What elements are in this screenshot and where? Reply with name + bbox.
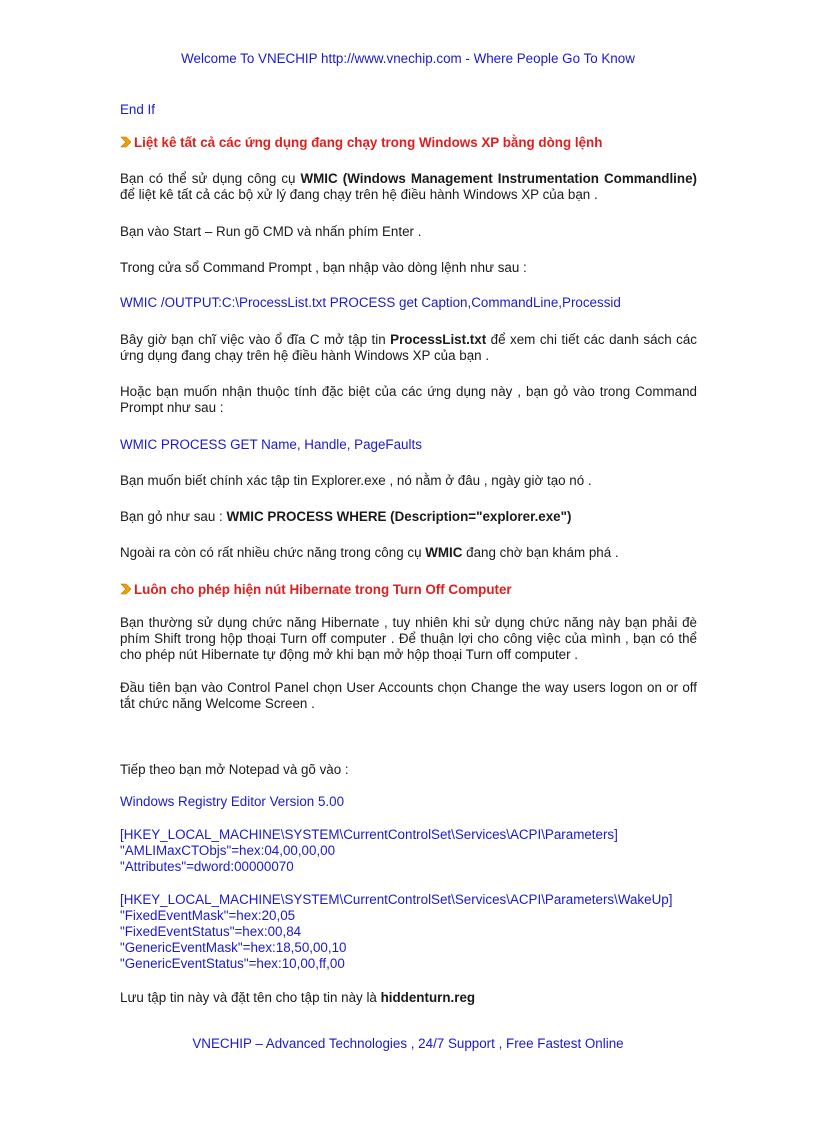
text-run: đang chờ bạn khám phá .	[462, 545, 619, 560]
text-run: Ngoài ra còn có rất nhiều chức năng trong công cụ	[120, 545, 426, 560]
section1-paragraph-1	[120, 171, 697, 203]
section1-paragraph-7	[120, 509, 697, 525]
registry-block-2	[120, 892, 697, 972]
section1-paragraph-4	[120, 332, 697, 364]
registry-line: "FixedEventStatus"=hex:00,84	[120, 924, 302, 939]
text-run: Bây giờ bạn chĩ việc vào ổ đĩa C mở tập tin	[120, 332, 391, 347]
registry-line: [HKEY_LOCAL_MACHINE\SYSTEM\CurrentControlSet\Services\ACPI\Parameters\WakeUp]	[120, 892, 673, 907]
section1-paragraph-6: Bạn muốn biết chính xác tập tin Explorer.exe , nó nằm ở đâu , ngày giờ tạo nó .	[120, 473, 592, 488]
registry-block-1	[120, 827, 697, 875]
section2-paragraph-4	[120, 990, 697, 1006]
text-run: để liệt kê tất cả các bộ xử lý đang chạy trên hệ điều hành Windows XP của bạn .	[120, 187, 598, 202]
text-run: Bạn có thể sử dụng công cụ	[120, 171, 301, 186]
text-run: Lưu tập tin này và đặt tên cho tập tin này là	[120, 990, 381, 1005]
bold-text: WMIC PROCESS WHERE (Description="explorer.exe")	[226, 509, 572, 524]
section1-heading	[120, 135, 697, 151]
text-run: Bạn gỏ như sau :	[120, 509, 227, 524]
section2-paragraph-2: Đầu tiên bạn vào Control Panel chọn User Accounts chọn Change the way users logon on or off tắt chức năng Welcome Screen .	[120, 680, 697, 711]
bold-text: ProcessList.txt	[390, 332, 487, 347]
arrow-bullet-icon	[120, 136, 132, 148]
section1-paragraph-3: Trong cửa sổ Command Prompt , bạn nhập vào dòng lệnh như sau :	[120, 260, 527, 275]
registry-line: "Attributes"=dword:00000070	[120, 859, 294, 874]
section2-paragraph-3: Tiếp theo bạn mở Notepad và gõ vào :	[120, 762, 349, 777]
arrow-bullet-icon	[120, 583, 132, 595]
registry-line: "FixedEventMask"=hex:20,05	[120, 908, 296, 923]
bold-text: hiddenturn.reg	[380, 990, 476, 1005]
section1-paragraph-8	[120, 545, 697, 561]
bold-text: WMIC (Windows Management Instrumentation Commandline)	[300, 171, 697, 186]
section1-heading-text: Liệt kê tất cả các ứng dụng đang chạy trong Windows XP bằng dòng lệnh	[134, 135, 603, 150]
section2-paragraph-1: Bạn thường sử dụng chức năng Hibernate , tuy nhiên khi sử dụng chức năng này bạn phải đè phím Shift trong hộp thoại Turn off computer . Để thuận lợi cho công việc của mình , bạn có thể cho phép nút Hibernate tự động mở khi bạn mở hộp thoại Turn off computer .	[120, 615, 697, 662]
command-line-2: WMIC PROCESS GET Name, Handle, PageFaults	[120, 437, 422, 452]
section2-heading	[120, 582, 697, 598]
registry-line: "GenericEventStatus"=hex:10,00,ff,00	[120, 956, 345, 971]
section1-paragraph-5: Hoặc bạn muốn nhận thuộc tính đặc biệt của các ứng dụng này , bạn gỏ vào trong Command Prompt như sau :	[120, 384, 697, 415]
registry-line: "AMLIMaxCTObjs"=hex:04,00,00,00	[120, 843, 336, 858]
section2-heading-text: Luôn cho phép hiện nút Hibernate trong Turn Off Computer	[134, 582, 512, 597]
page-header: Welcome To VNECHIP http://www.vnechip.com - Where People Go To Know	[181, 51, 635, 66]
end-if-line: End If	[120, 102, 155, 117]
command-line-1: WMIC /OUTPUT:C:\ProcessList.txt PROCESS get Caption,CommandLine,Processid	[120, 295, 621, 310]
registry-line: "GenericEventMask"=hex:18,50,00,10	[120, 940, 347, 955]
text-run: để xem chi tiết các danh sách các ứng dụng đang chạy trên hệ điều hành Windows XP của bạn .	[120, 332, 697, 363]
bold-text: WMIC	[425, 545, 463, 560]
registry-editor-title: Windows Registry Editor Version 5.00	[120, 794, 345, 809]
section1-paragraph-2: Bạn vào Start – Run gõ CMD và nhấn phím Enter .	[120, 224, 422, 239]
page-footer: VNECHIP – Advanced Technologies , 24/7 Support , Free Fastest Online	[192, 1036, 624, 1051]
registry-line: [HKEY_LOCAL_MACHINE\SYSTEM\CurrentControlSet\Services\ACPI\Parameters]	[120, 827, 618, 842]
